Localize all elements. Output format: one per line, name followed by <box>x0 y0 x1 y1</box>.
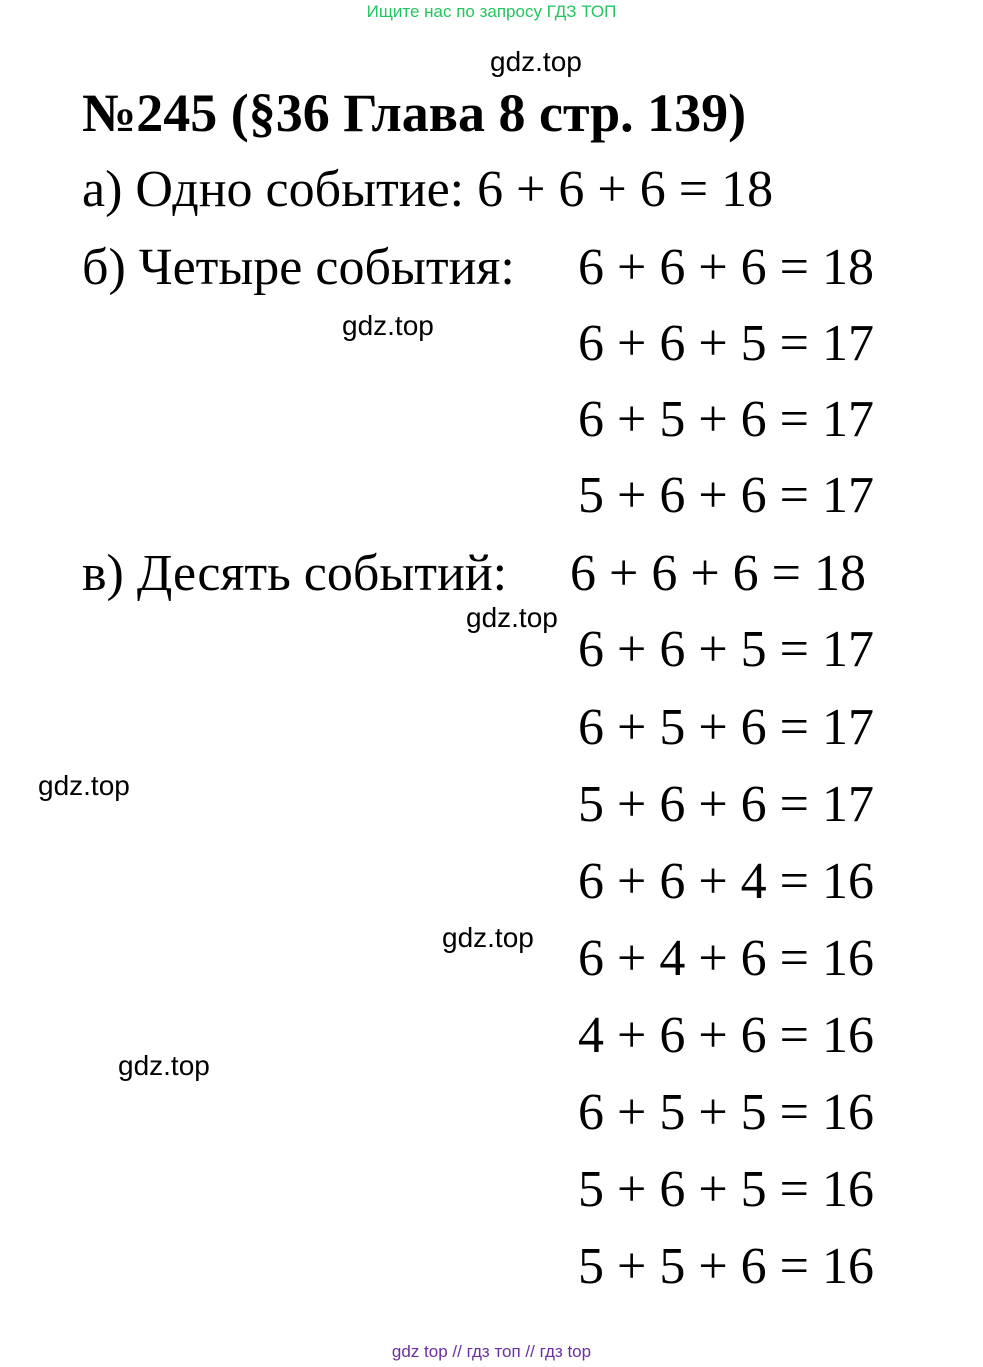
part-c-equation: 6 + 6 + 5 = 17 <box>578 621 874 678</box>
part-c-equation: 6 + 6 + 4 = 16 <box>578 853 874 910</box>
part-c-equation: 6 + 6 + 6 = 18 <box>570 545 866 602</box>
watermark: gdz.top <box>118 1050 210 1081</box>
watermark: gdz.top <box>38 770 130 801</box>
part-b-label: б) Четыре события: <box>82 239 515 296</box>
part-b-equation: 6 + 6 + 5 = 17 <box>578 315 874 372</box>
part-a-line <box>82 161 774 218</box>
part-a-label: а) Одно событие: <box>82 161 465 218</box>
part-c-equation: 5 + 6 + 6 = 17 <box>578 776 874 833</box>
part-c-equation: 5 + 6 + 5 = 16 <box>578 1161 874 1218</box>
part-b-equation: 6 + 6 + 6 = 18 <box>578 239 874 296</box>
part-c-equation: 6 + 5 + 6 = 17 <box>578 699 874 756</box>
part-a-equation: 6 + 6 + 6 = 18 <box>477 161 774 218</box>
watermark: gdz.top <box>442 922 534 953</box>
watermark: gdz.top <box>490 46 582 77</box>
footer-links[interactable]: gdz top // гдз топ // гдз top <box>391 1342 592 1361</box>
watermark: gdz.top <box>466 602 558 633</box>
top-banner-link[interactable]: Ищите нас по запросу ГДЗ ТОП <box>366 2 617 21</box>
part-c-equation: 6 + 5 + 5 = 16 <box>578 1084 874 1141</box>
part-c-equation: 6 + 4 + 6 = 16 <box>578 930 874 987</box>
watermark: gdz.top <box>342 310 434 341</box>
part-c-equation: 4 + 6 + 6 = 16 <box>578 1007 874 1064</box>
part-b-equation: 5 + 6 + 6 = 17 <box>578 467 874 524</box>
part-c-equation: 5 + 5 + 6 = 16 <box>578 1238 874 1295</box>
part-c-label: в) Десять событий: <box>82 545 508 602</box>
problem-title: №245 (§36 Глава 8 стр. 139) <box>82 83 747 143</box>
part-b-equation: 6 + 5 + 6 = 17 <box>578 391 874 448</box>
